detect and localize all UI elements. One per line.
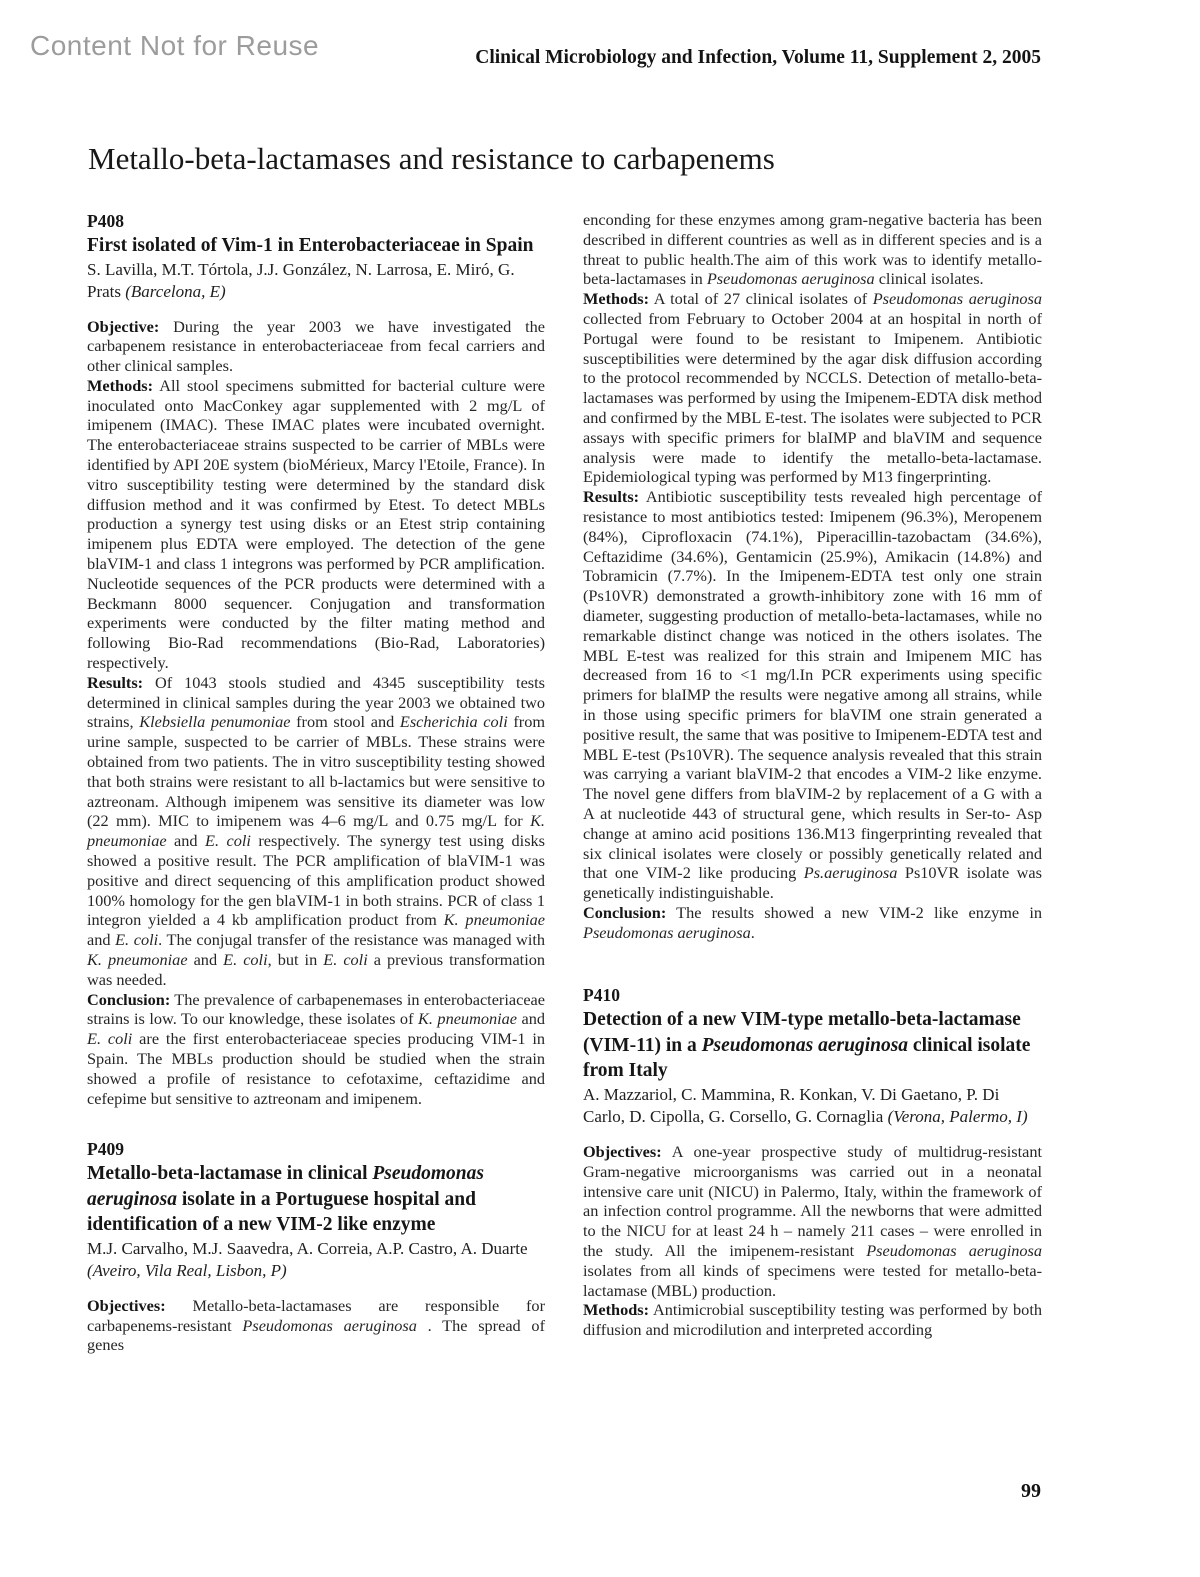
abstract-number: P410 [583,985,620,1006]
abstract-paragraph: Methods: Antimicrobial susceptibility testing was performed by both diffusion and microdilution and interpreted according [583,1300,1042,1340]
content-not-for-reuse-watermark: Content Not for Reuse [30,30,320,61]
journal-header: Clinical Microbiology and Infection, Volume 11, Supplement 2, 2005 [475,47,1041,68]
abstract-number: P408 [87,211,124,231]
abstract-authors: A. Mazzariol, C. Mammina, R. Konkan, V. Di Gaetano, P. Di Carlo, D. Cipolla, G. Corsello, G. Cornaglia (Verona, Palermo, I) [583,1084,1028,1127]
abstract-paragraph: Objectives: A one-year prospective study of multidrug-resistant Gram-negative microorganisms was carried out in a neonatal intensive care unit (NICU) in Palermo, Italy, within the framework of an infection control programme. All the newborns that were admitted to the NICU for at least 24 h – namely 211 cases – were enrolled in the study. All the imipenem-resistant Pseudomonas aeruginosa isolates from all kinds of specimens were tested for metallo-beta-lactamase (MBL) production. [583,1141,1042,1300]
abstract-paragraph: Objective: During the year 2003 we have investigated the carbapenem resistance in enterobacteriaceae from fecal carriers and other clinical samples. [87,316,545,376]
abstract-title: Metallo-beta-lactamase in clinical Pseudomonas aeruginosa isolate in a Portuguese hospital and identification of a new VIM-2 like enzyme [87,1163,484,1236]
abstract-paragraph: Results: Antibiotic susceptibility tests revealed high percentage of resistance to most antibiotics tested: Imipenem (96.3%), Meropenem (84%), Ciprofloxacin (74.1%), Piperacillin-tazobactam (34.6%), Ceftazidime (34.6%), Gentamicin (25.9%), Amikacin (14.8%) and Tobramicin (7.7%). In the Imipenem-EDTA test only one strain (Ps10VR) demonstrated a growth-inhibitory zone with 16 mm of diameter, suggesting production of metallo-beta-lactamases, while no remarkable distinct change was noticed in the others isolates. The MBL E-test was realized for this strain and Imipenem MIC has decreased from 16 to <1 mg/l.In PCR experiments using specific primers for blaIMP the results were negative among all strains, while in those using specific primers for blaVIM one strain generated a positive result, the same that was positive to Imipenem-EDTA test and MBL E-test (Ps10VR). The sequence analysis revealed that this strain was carrying a variant blaVIM-2 that encodes a VIM-2 like enzyme. The novel gene differs from blaVIM-2 by replacement of a G with a A at nucleotide 443 of structural gene, which results in Ser-to- Asp change at amino acid positions 136.M13 fingerprinting revealed that six clinical isolates were closely or possibly genetically related and that one VIM-2 like producing Ps.aeruginosa Ps10VR isolate was genetically indistinguishable. [583,487,1042,903]
abstract-paragraph: Conclusion: The prevalence of carbapenemases in enterobacteriaceae strains is low. To our knowledge, these isolates of K. pneumoniae and E. coli are the first enterobacteriaceae species producing VIM-1 in Spain. The MBLs production should be studied when the strain showed a profile of resistance to cefotaxime, ceftazidime and cefepime but sensitive to aztreonam and imipenem. [87,989,546,1108]
abstract-paragraph: Objectives: Metallo-beta-lactamases are responsible for carbapenems-resistant Pseudomonas aeruginosa . The spread of genes [87,1295,545,1355]
abstract-authors: M.J. Carvalho, M.J. Saavedra, A. Correia, A.P. Castro, A. Duarte (Aveiro, Vila Real, Lisbon, P) [87,1238,528,1281]
abstract-title: Detection of a new VIM-type metallo-beta-lactamase (VIM-11) in a Pseudomonas aeruginosa clinical isolate from Italy [583,1009,1031,1082]
abstract-paragraph: Results: Of 1043 stools studied and 4345 susceptibility tests determined in clinical samples during the year 2003 we obtained two strains, Klebsiella penumoniae from stool and Escherichia coli from urine sample, suspected to be carrier of MBLs. These strains were obtained from two patients. The in vitro susceptibility testing showed that both strains were resistant to all b-lactamics but were sensitive to aztreonam. Although imipenem was sensitive its diameter was low (22 mm). MIC to imipenem was 4–6 mg/L and 0.75 mg/L for K. pneumoniae and E. coli respectively. The synergy test using disks showed a positive result. The PCR amplification of blaVIM-1 was positive and direct sequencing of this amplification product showed 100% homology for the gen blaVIM-1 in both strains. PCR of class 1 integron yielded a 4 kb amplification product from K. pneumoniae and E. coli. The conjugal transfer of the resistance was managed with K. pneumoniae and E. coli, but in E. coli a previous transformation was needed. [87,672,546,989]
right-column [583,210,1042,1340]
abstract-paragraph: Methods: A total of 27 clinical isolates of Pseudomonas aeruginosa collected from February to October 2004 at an hospital in north of Portugal were found to be resistant to Imipenem. Antibiotic susceptibilities were determined by the agar disk diffusion according to the protocol recommended by NCCLS. Detection of metallo-beta-lactamases was performed by using the Imipenem-EDTA disk method and confirmed by the MBL E-test. The isolates were subjected to PCR assays with specific primers for blaIMP and blaVIM and sequence analysis were made to identify the metallo-beta-lactamase. Epidemiological typing was performed by M13 fingerprinting. [583,289,1042,487]
abstract-title: First isolated of Vim-1 in Enterobacteriaceae in Spain [87,235,534,256]
abstract-paragraph: enconding for these enzymes among gram-negative bacteria has been described in different countries as well as in different species and is a threat to public health.The aim of this work was to identify metallo-beta-lactamases in Pseudomonas aeruginosa clinical isolates. [583,210,1042,289]
abstract-authors: S. Lavilla, M.T. Tórtola, J.J. González, N. Larrosa, E. Miró, G. Prats (Barcelona, E) [87,259,515,301]
section-title: Metallo-beta-lactamases and resistance to carbapenems [88,141,775,176]
page-number: 99 [1021,1480,1041,1502]
abstract-paragraph: Conclusion: The results showed a new VIM-2 like enzyme in Pseudomonas aeruginosa. [583,902,1042,942]
left-column [87,210,545,1355]
abstract-number: P409 [87,1139,124,1160]
abstract-paragraph: Methods: All stool specimens submitted for bacterial culture were inoculated onto MacConkey agar supplemented with 2 mg/L of imipenem (IMAC). These IMAC plates were incubated overnight. The enterobacteriaceae strains suspected to be carrier of MBLs were identified by API 20E system (bioMérieux, Marcy l'Etoile, France). In vitro susceptibility testing were determined by the standard disk diffusion method and it was confirmed by Etest. To detect MBLs production a synergy test using disks or an Etest strip containing imipenem plus EDTA were employed. The detection of the gene blaVIM-1 and class 1 integrons was performed by PCR amplification. Nucleotide sequences of the PCR products were determined with a Beckmann 8000 sequencer. Conjugation and transformation experiments were conducted by the filter mating method and following Bio-Rad recommendations (Bio-Rad, Laboratories) respectively. [87,375,545,673]
